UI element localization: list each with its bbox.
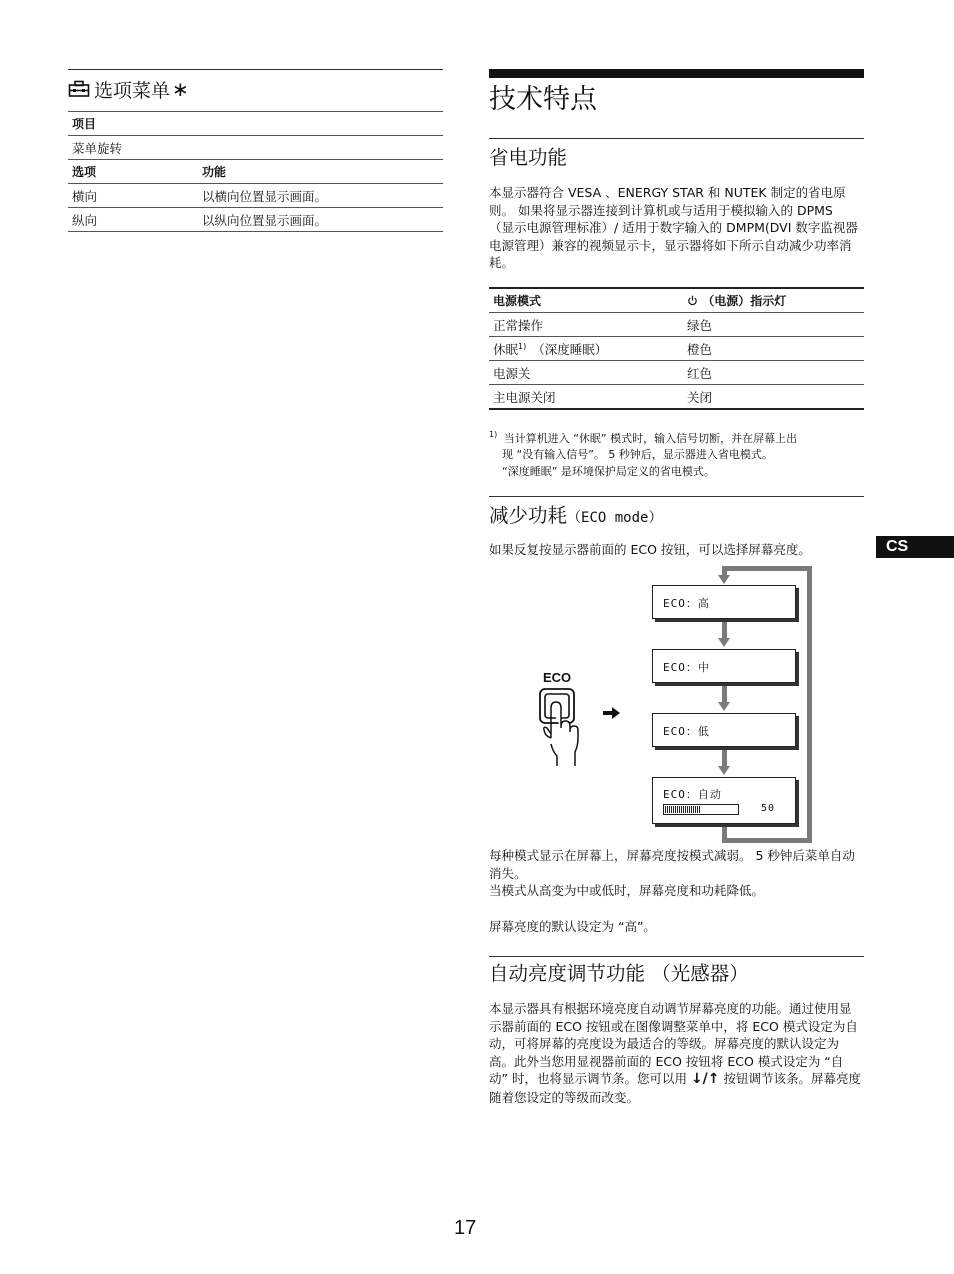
eco-heading-text: 减少功耗	[489, 504, 568, 527]
indicator-header-label: （电源）指示灯	[702, 294, 787, 308]
brightness-bar-fill	[665, 806, 701, 813]
option-cell: 纵向	[68, 208, 198, 232]
eco-after-text	[489, 847, 865, 900]
table-row	[489, 385, 864, 410]
eco-screen-label: ECO：高	[663, 597, 710, 610]
auto-brightness-body	[489, 1000, 861, 1107]
power-mode-table	[489, 289, 864, 410]
table-row	[489, 361, 864, 385]
auto-brightness-heading: 自动亮度调节功能 （光感器）	[489, 962, 749, 985]
options-menu-title: 选项菜单	[94, 79, 171, 102]
eco-default-text: 屏幕亮度的默认设定为 “高”。	[489, 919, 656, 934]
brightness-bar	[663, 804, 739, 815]
loop-line-right	[807, 566, 812, 843]
power-saving-body: 本显示器符合 VESA 、ENERGY STAR 和 NUTEK 制定的省电原则。 如果将显示器连接到计算机或与适用于模拟输入的 DPMS （显示电源管理标准）/ 适用于数字输入的 DMPM(DVI 数字监视器电源管理）兼容的视频显示卡，显示器将如下所示自动减少功率消耗。	[489, 185, 858, 271]
main-title: 技术特点	[489, 84, 597, 115]
eco-after-text-1: 每种模式显示在屏幕上，屏幕亮度按模式减弱。 5 秒钟后菜单自动消失。	[489, 848, 855, 881]
eco-screen-auto	[652, 777, 796, 824]
table-header-option: 选项	[68, 160, 198, 184]
footnote-ref: 1)	[518, 341, 527, 351]
table-row	[489, 313, 864, 337]
table-row	[68, 208, 443, 232]
power-saving-rule	[489, 138, 864, 139]
menu-rotation-table	[68, 112, 443, 232]
power-mode-header: 电源模式	[489, 289, 683, 313]
page-number: 17	[454, 1217, 477, 1239]
eco-after-text-2: 当模式从高变为中或低时，屏幕亮度和功耗降低。	[489, 883, 765, 899]
footnote-line-2: 现 “没有输入信号”。 5 秒钟后，显示器进入省电模式。	[502, 448, 773, 462]
flow-arrow	[722, 686, 727, 703]
eco-screen-label: ECO：低	[663, 725, 710, 738]
power-saving-heading: 省电功能	[489, 146, 568, 169]
eco-intro: 如果反复按显示器前面的 ECO 按钮，可以选择屏幕亮度。	[489, 542, 811, 557]
main-title-bar	[489, 69, 864, 78]
option-cell: 横向	[68, 184, 198, 208]
power-mode-cell: 正常操作	[489, 313, 683, 337]
table-header-item: 项目	[68, 112, 443, 136]
table-item-menu-rotation: 菜单旋转	[68, 136, 443, 160]
auto-brightness-rule	[489, 956, 864, 957]
table-row	[68, 184, 443, 208]
eco-diagram	[489, 560, 864, 850]
loop-line-left-bottom	[722, 824, 727, 843]
language-tab: CS	[876, 536, 954, 558]
power-mode-label: 休眠	[493, 341, 519, 357]
flow-arrow	[722, 750, 727, 767]
loop-arrow-top	[722, 566, 727, 576]
left-top-rule	[68, 69, 443, 70]
table-header-function: 功能	[198, 160, 443, 184]
function-cell: 以横向位置显示画面。	[198, 184, 443, 208]
power-mode-cell	[489, 337, 683, 361]
brightness-value: 50	[761, 803, 776, 814]
eco-heading	[489, 503, 662, 531]
footnote	[489, 427, 861, 480]
power-icon	[687, 295, 698, 306]
options-menu-icon	[68, 80, 90, 98]
function-cell: 以纵向位置显示画面。	[198, 208, 443, 232]
eco-button-press-icon	[535, 686, 591, 770]
eco-screen-label: ECO：自动	[663, 788, 722, 801]
indicator-cell: 橙色	[683, 337, 864, 361]
eco-heading-suffix: （ECO mode）	[567, 510, 663, 526]
power-mode-cell: 电源关	[489, 361, 683, 385]
indicator-header	[683, 289, 864, 313]
auto-brightness-text-2: 按钮调节该条。屏幕亮度随着您设定的等级而改变。	[489, 1071, 862, 1105]
footnote-mark: 1)	[489, 430, 498, 439]
options-menu-asterisk: ∗	[172, 77, 189, 101]
flow-arrow	[722, 622, 727, 639]
footnote-line-3: “深度睡眠” 是环境保护局定义的省电模式。	[502, 464, 715, 478]
loop-line-top	[722, 566, 812, 571]
eco-rule	[489, 496, 864, 497]
indicator-cell: 绿色	[683, 313, 864, 337]
table-row	[489, 337, 864, 361]
eco-screen-label: ECO：中	[663, 661, 710, 674]
up-down-arrows-icon: ↓/↑	[690, 1071, 720, 1088]
power-mode-suffix: （深度睡眠）	[532, 341, 608, 357]
power-mode-cell: 主电源关闭	[489, 385, 683, 410]
options-menu-heading	[68, 76, 189, 102]
indicator-cell: 红色	[683, 361, 864, 385]
eco-screen-high	[652, 585, 796, 619]
eco-screen-low	[652, 713, 796, 747]
loop-line-bottom	[722, 838, 812, 843]
eco-button-label: ECO	[543, 670, 572, 685]
indicator-cell: 关闭	[683, 385, 864, 410]
right-arrow-icon	[603, 707, 621, 719]
footnote-line-1: 当计算机进入 “休眠” 模式时，输入信号切断，并在屏幕上出	[503, 431, 798, 445]
eco-screen-medium	[652, 649, 796, 683]
auto-brightness-text-1: 本显示器具有根据环境亮度自动调节屏幕亮度的功能。通过使用显示器前面的 ECO 按钮或在图像调整菜单中，将 ECO 模式设定为自动，可将屏幕的亮度设为最适合的等级。屏幕亮度的默认设定为高。此外当您用显视器前面的 ECO 按钮将 ECO 模式设定为 “自动” 时，也将显示调节条。您可以用	[489, 1001, 858, 1087]
